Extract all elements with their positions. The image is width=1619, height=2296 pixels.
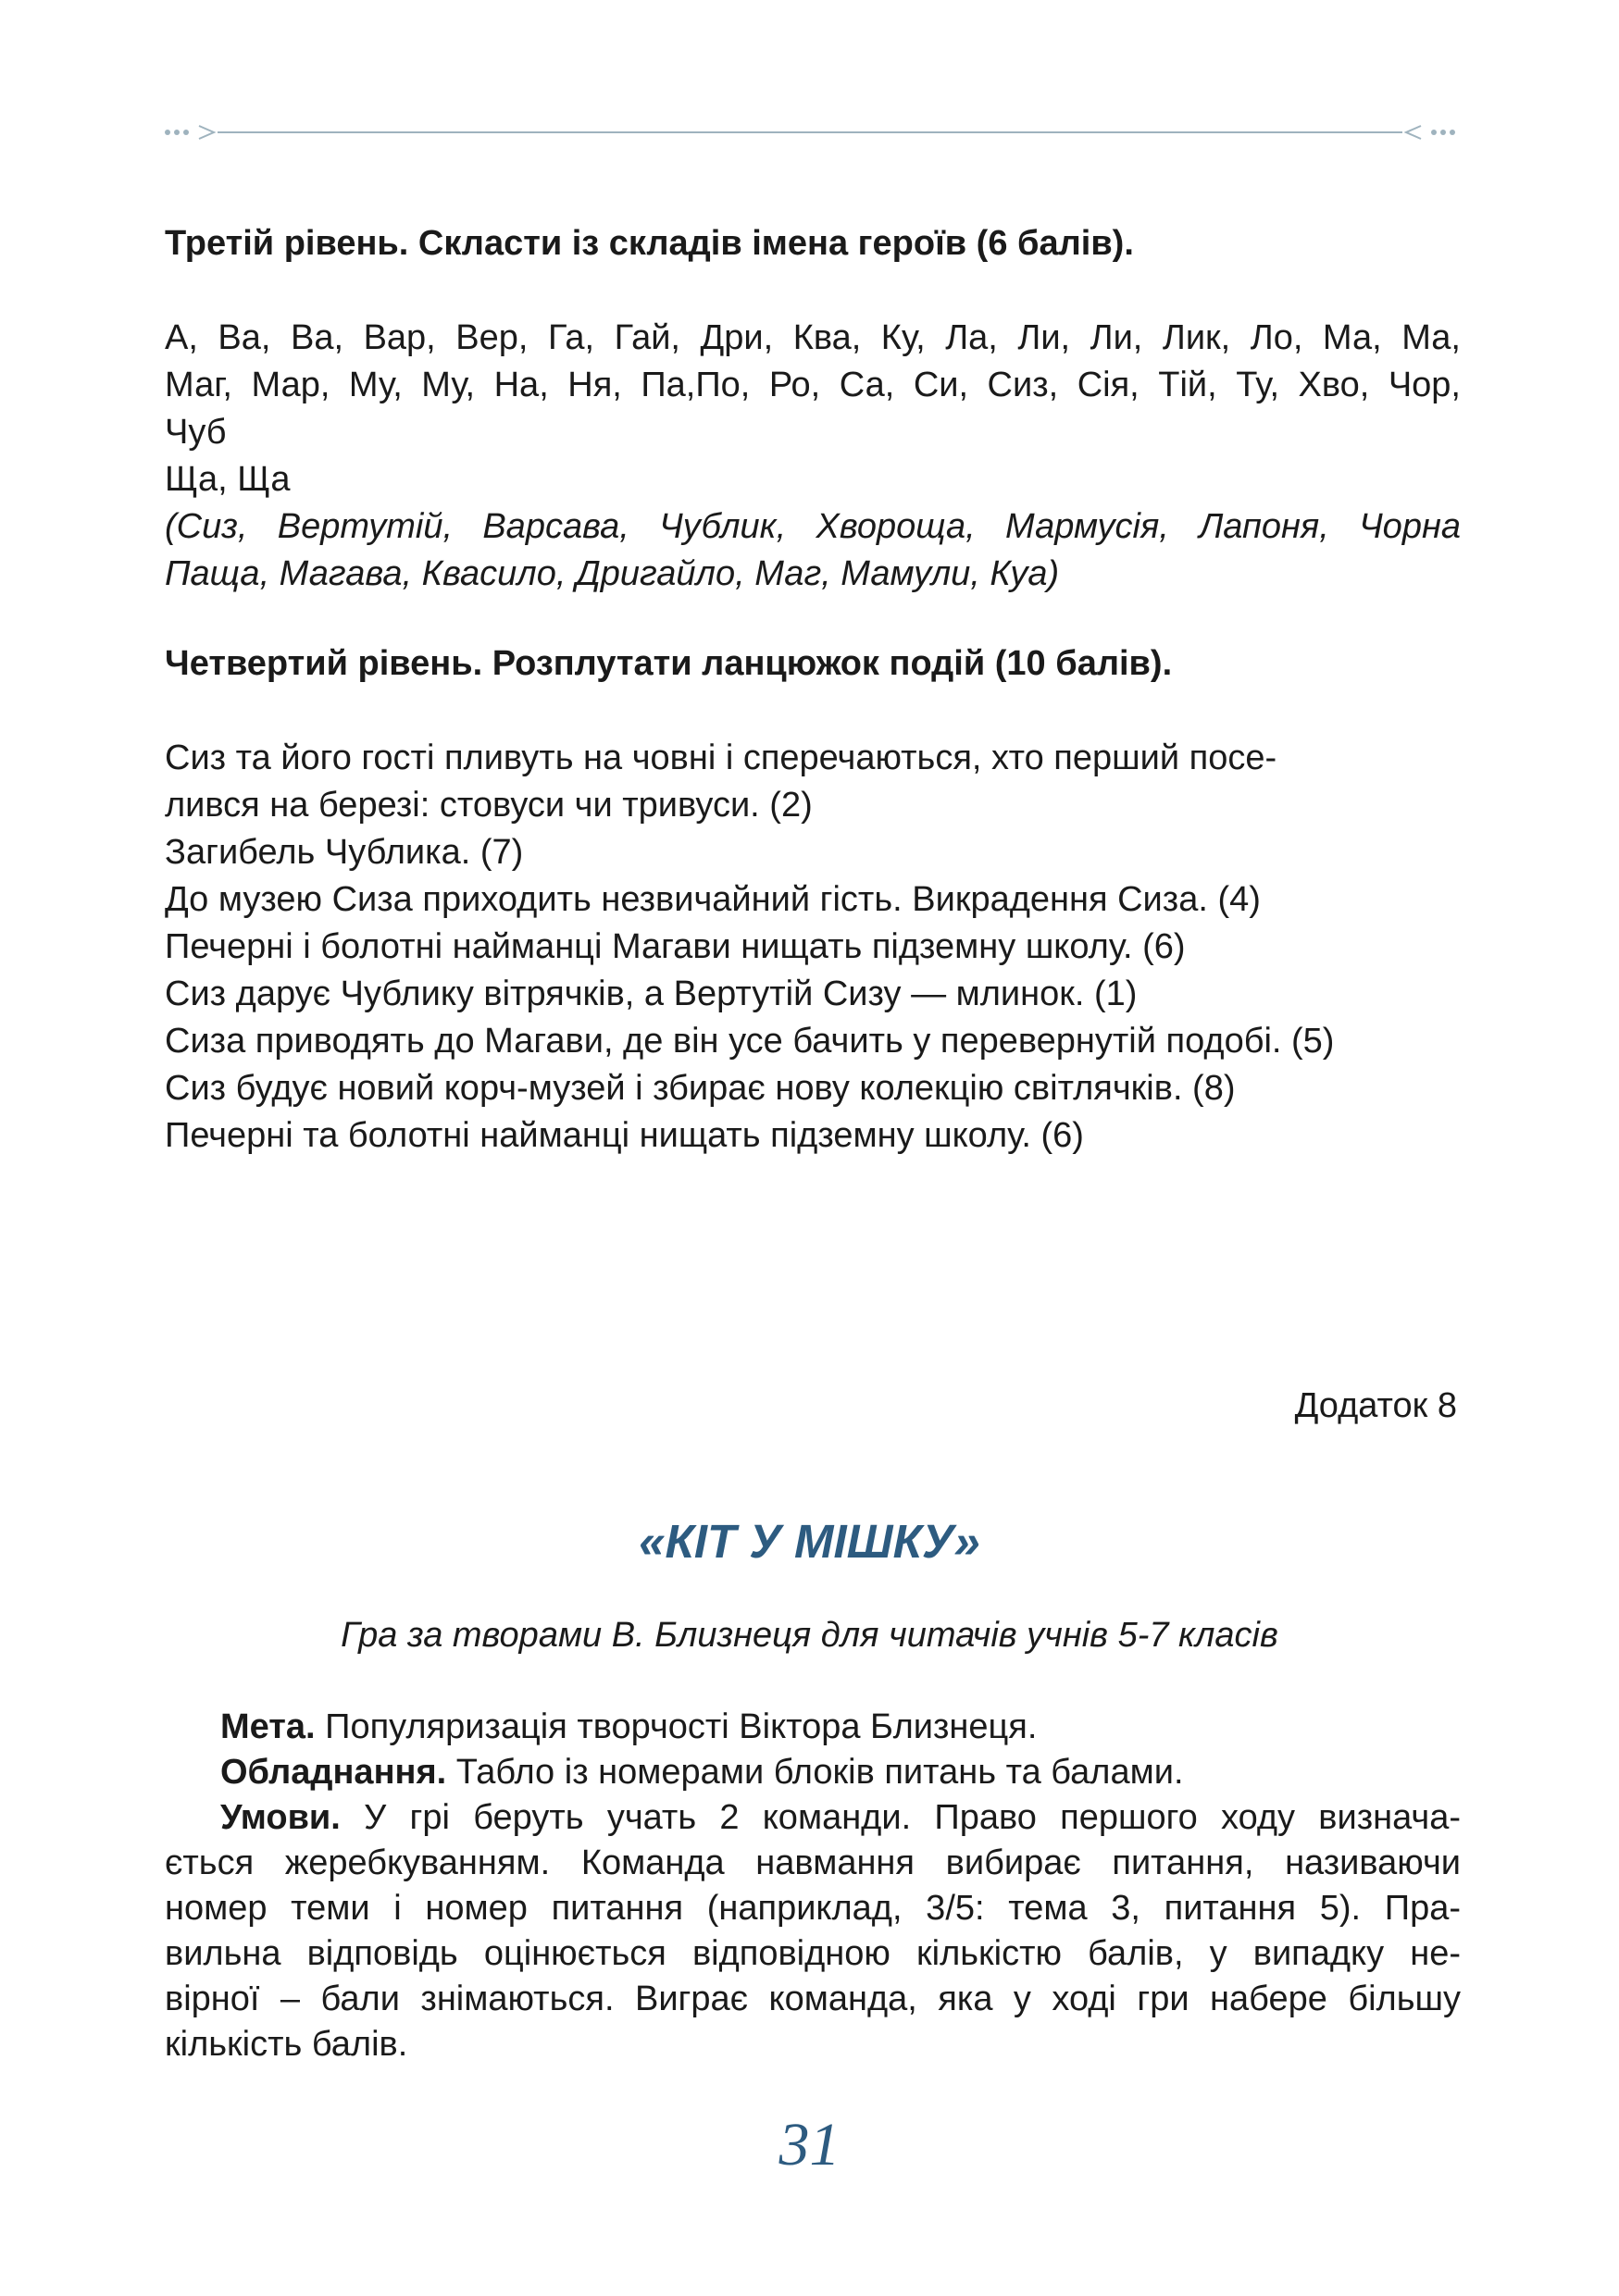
syllables-line: Чуб <box>165 413 227 452</box>
goal-text: Популяризація творчості Віктора Близнеця. <box>315 1707 1038 1746</box>
rules-line: кількість балів. <box>165 2025 408 2064</box>
rules-line: ється жеребкуванням. Команда навмання вибирає питання, називаючи <box>165 1843 1461 1882</box>
rules-line: вірної – бали знімаються. Виграє команда, яка у ході гри набере більшу <box>165 1980 1461 2018</box>
equipment-text: Табло із номерами блоків питань та балами. <box>446 1753 1184 1792</box>
rules-text: У грі беруть учать 2 команди. Право першого ходу визнача- <box>340 1798 1461 1837</box>
goal-label: Мета. <box>220 1707 316 1746</box>
event-line: Сиз будує новий корч-музей і збирає нову колекцію світлячків. (8) <box>165 1069 1236 1108</box>
event-line: Печерні та болотні найманці нищать підземну школу. (6) <box>165 1116 1084 1155</box>
top-ornament-divider <box>162 118 1458 146</box>
answers-line: (Сиз, Вертутій, Варсава, Чублик, Хвороща, Мармусія, Лапоня, Чорна <box>165 507 1461 546</box>
equipment-paragraph <box>165 1750 1461 1795</box>
event-line: До музею Сиза приходить незвичайний гість. Викрадення Сиза. (4) <box>165 880 1261 919</box>
level3-section <box>165 220 1461 598</box>
rules-line: вильна відповідь оцінюється відповідною кількістю балів, у випадку не- <box>165 1934 1461 1973</box>
event-line: Сиза приводять до Магави, де він усе бачить у перевернутій подобі. (5) <box>165 1022 1335 1061</box>
game-title: «КІТ У МІШКУ» <box>639 1515 980 1568</box>
rules-line: номер теми і номер питання (наприклад, 3/5: тема 3, питання 5). Пра- <box>165 1889 1461 1928</box>
rules-line <box>165 1795 1461 1841</box>
event-line: лився на березі: стовуси чи тривуси. (2) <box>165 786 813 825</box>
appendix-label: Додаток 8 <box>1294 1386 1457 1425</box>
syllables-line: Маг, Мар, Му, Му, На, Ня, Па,По, Ро, Са, Си, Сиз, Сія, Тій, Ту, Хво, Чор, <box>165 366 1461 404</box>
level3-heading: Третій рівень. Скласти із складів імена героїв (6 балів). <box>165 224 1134 263</box>
game-subtitle: Гра за творами В. Близнеця для читачів учнів 5-7 класів <box>341 1616 1278 1655</box>
equipment-label: Обладнання. <box>220 1753 447 1792</box>
level4-section <box>165 640 1461 1160</box>
event-line: Загибель Чублика. (7) <box>165 833 524 872</box>
page-number: 31 <box>778 2111 841 2178</box>
answers-line: Паща, Магава, Квасило, Дригайло, Маг, Мамули, Куа) <box>165 554 1060 593</box>
level4-heading: Четвертий рівень. Розплутати ланцюжок подій (10 балів). <box>165 644 1173 683</box>
rules-label: Умови. <box>220 1798 341 1837</box>
game-description <box>165 1705 1461 2067</box>
goal-paragraph <box>165 1705 1461 1750</box>
syllables-line: Ща, Ща <box>165 460 291 499</box>
event-line: Сиз та його гості пливуть на човні і сперечаються, хто перший посе- <box>165 738 1277 777</box>
event-line: Печерні і болотні найманці Магави нищать підземну школу. (6) <box>165 927 1186 966</box>
syllables-line: А, Ва, Ва, Вар, Вер, Га, Гай, Дри, Ква, Ку, Ла, Ли, Ли, Лик, Ло, Ма, Ма, <box>165 318 1461 357</box>
event-line: Сиз дарує Чублику вітрячків, а Вертутій Сизу — млинок. (1) <box>165 974 1138 1013</box>
